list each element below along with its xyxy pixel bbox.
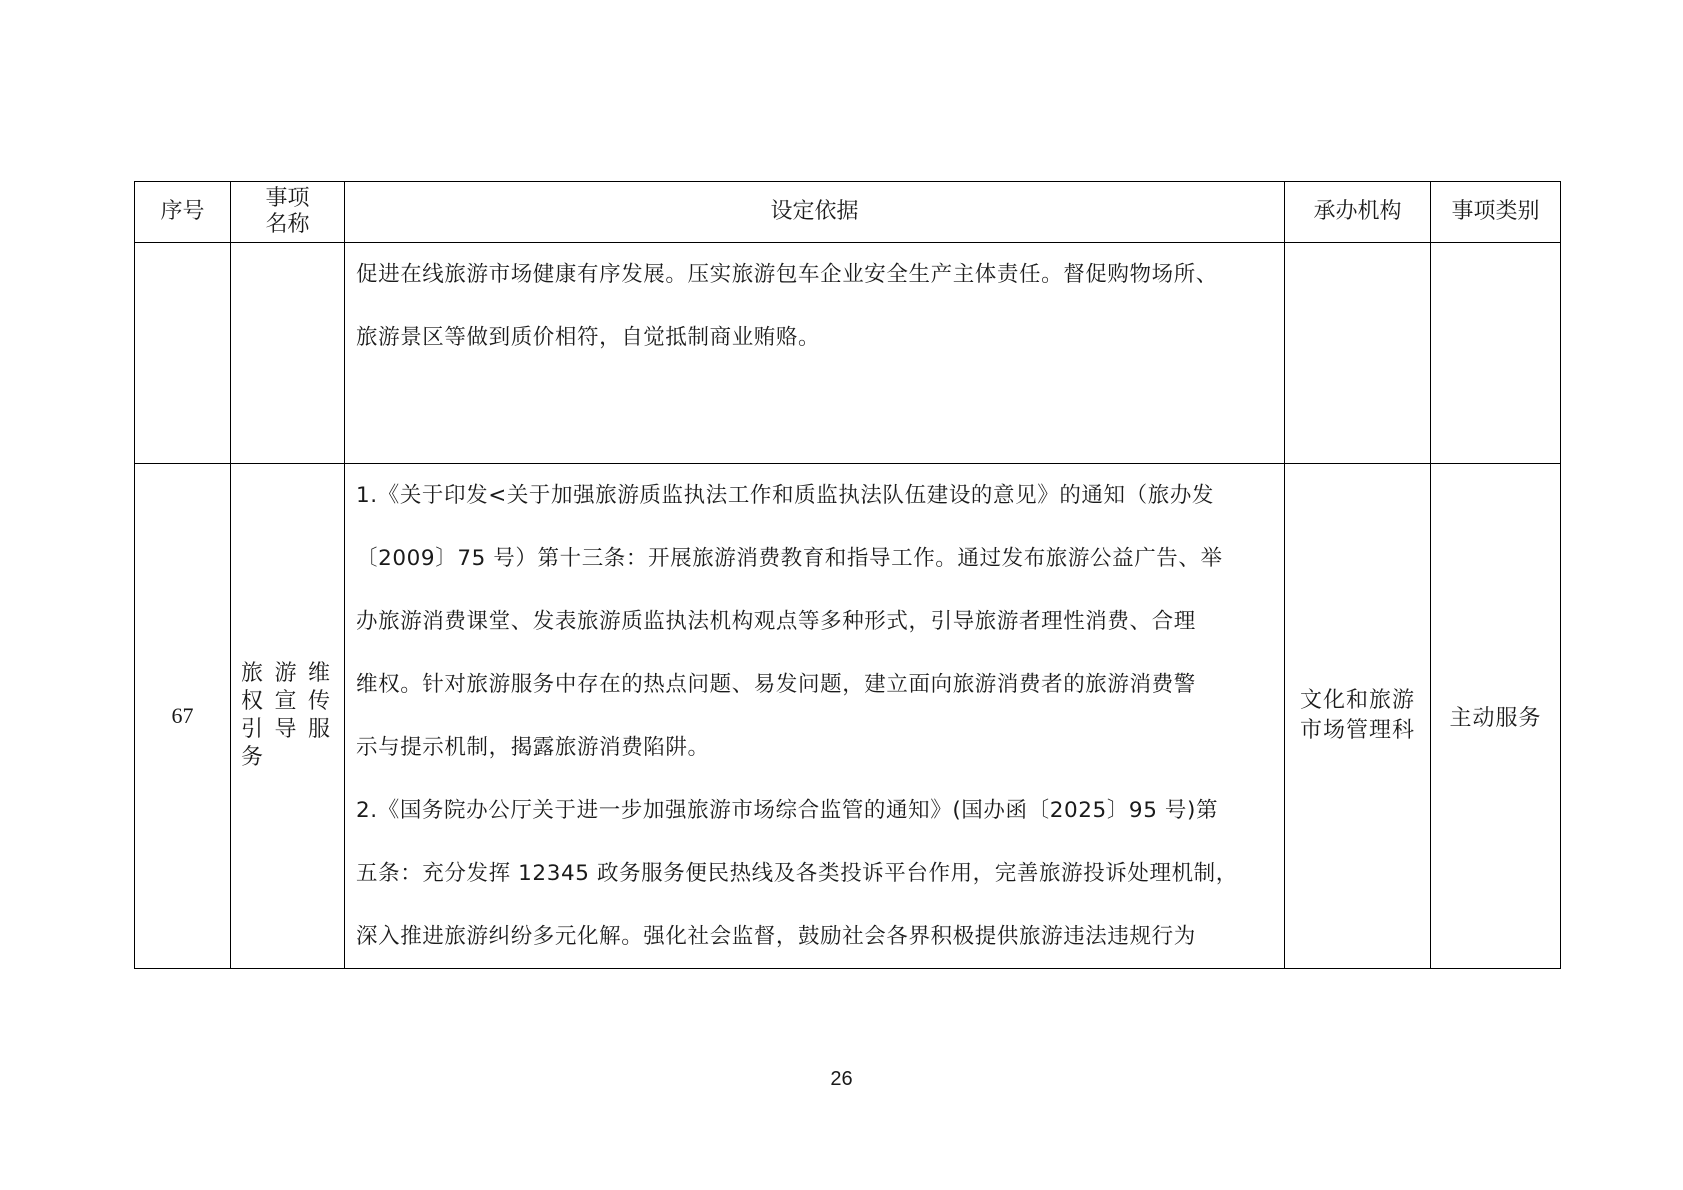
header-item-name-line1: 事项 bbox=[265, 186, 310, 211]
item-name-line: 引导服 bbox=[241, 717, 334, 742]
header-dept: 承办机构 bbox=[1285, 182, 1431, 243]
header-seq: 序号 bbox=[135, 182, 231, 243]
basis-line: 旅游景区等做到质价相符，自觉抵制商业贿赂。 bbox=[356, 325, 821, 350]
row-type: 主动服务 bbox=[1431, 464, 1561, 969]
header-type: 事项类别 bbox=[1431, 182, 1561, 243]
row-item-name bbox=[231, 464, 345, 969]
row-type bbox=[1431, 243, 1561, 464]
item-name-line: 权宣传 bbox=[241, 689, 334, 714]
header-item-name-line2: 名称 bbox=[265, 212, 310, 237]
page-number: 26 bbox=[830, 1068, 853, 1090]
basis-line: 维权。针对旅游服务中存在的热点问题、易发问题，建立面向旅游消费者的旅游消费警 bbox=[356, 672, 1196, 697]
basis-line: 办旅游消费课堂、发表旅游质监执法机构观点等多种形式，引导旅游者理性消费、合理 bbox=[356, 609, 1196, 634]
header-item-name bbox=[231, 182, 345, 243]
row-seq: 67 bbox=[135, 464, 231, 969]
table-header-row bbox=[135, 182, 1561, 243]
dept-line: 文化和旅游 bbox=[1299, 688, 1415, 713]
basis-line: 1.《关于印发<关于加强旅游质监执法工作和质监执法队伍建设的意见》的通知（旅办发 bbox=[356, 483, 1215, 508]
table-row bbox=[135, 243, 1561, 464]
row-dept bbox=[1285, 464, 1431, 969]
header-basis: 设定依据 bbox=[345, 182, 1285, 243]
service-items-table bbox=[134, 181, 1561, 969]
dept-line: 市场管理科 bbox=[1299, 718, 1415, 743]
basis-line: 示与提示机制，揭露旅游消费陷阱。 bbox=[356, 735, 710, 760]
basis-line: 深入推进旅游纠纷多元化解。强化社会监督，鼓励社会各界积极提供旅游违法违规行为 bbox=[356, 924, 1196, 949]
item-name-line: 旅游维 bbox=[241, 661, 334, 686]
basis-line: 五条：充分发挥 12345 政务服务便民热线及各类投诉平台作用，完善旅游投诉处理机制， bbox=[356, 861, 1238, 886]
basis-line: 〔2009〕75 号）第十三条：开展旅游消费教育和指导工作。通过发布旅游公益广告、举 bbox=[356, 546, 1223, 571]
item-name-line: 务 bbox=[241, 745, 268, 770]
basis-line: 2.《国务院办公厅关于进一步加强旅游市场综合监管的通知》(国办函〔2025〕95 号)第 bbox=[356, 798, 1219, 823]
row-basis bbox=[345, 464, 1285, 969]
row-item-name bbox=[231, 243, 345, 464]
row-seq bbox=[135, 243, 231, 464]
table-row bbox=[135, 464, 1561, 969]
basis-line: 促进在线旅游市场健康有序发展。压实旅游包车企业安全生产主体责任。督促购物场所、 bbox=[356, 262, 1218, 287]
row-dept bbox=[1285, 243, 1431, 464]
row-basis bbox=[345, 243, 1285, 464]
